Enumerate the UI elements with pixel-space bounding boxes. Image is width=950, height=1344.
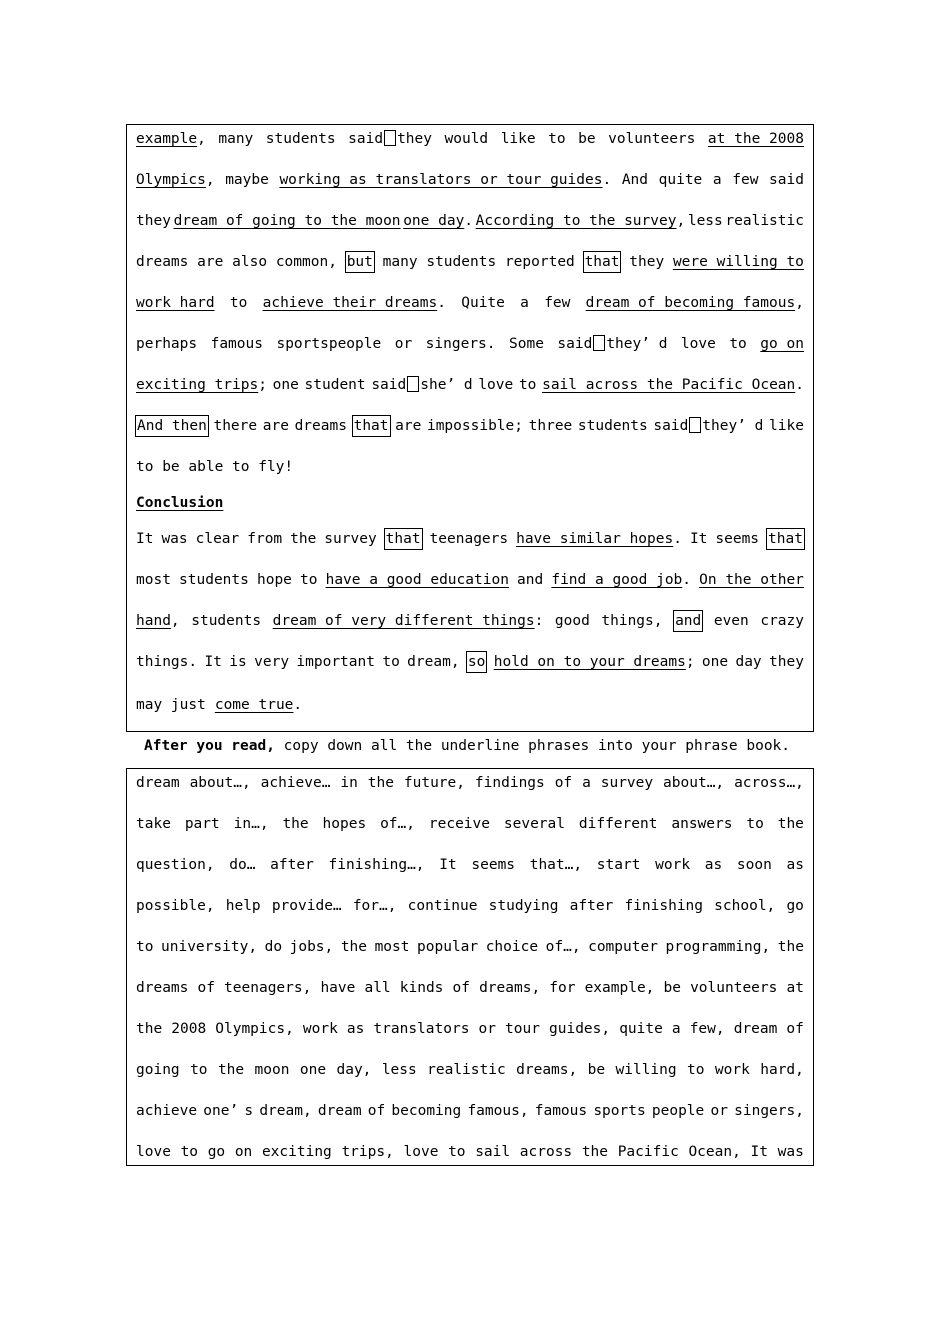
phrase-underlined: find a good job — [551, 572, 683, 588]
blank-square — [384, 130, 396, 146]
text: of — [452, 980, 470, 996]
text: It — [204, 654, 222, 670]
text: important — [296, 654, 375, 670]
text: survey — [600, 775, 654, 791]
blank-square — [689, 417, 701, 433]
text: students — [191, 613, 262, 629]
text: going — [136, 1062, 180, 1078]
text: that…, — [529, 857, 583, 873]
phrase-underlined: one day — [403, 213, 465, 229]
boxed-word: that — [584, 254, 620, 270]
text: to — [190, 1062, 208, 1078]
conclusion-line-5 — [136, 695, 804, 715]
text: jobs, — [289, 939, 334, 955]
conclusion-heading-line — [136, 493, 804, 513]
boxed-word: and — [675, 613, 702, 629]
text: she’ d — [420, 377, 473, 393]
text: few — [732, 172, 759, 188]
text: people — [651, 1103, 705, 1119]
text: to — [729, 336, 747, 352]
phrase-list-line — [136, 1060, 804, 1080]
text: finishing — [624, 898, 704, 914]
text: day — [735, 654, 762, 670]
text: less — [687, 213, 723, 229]
text: . — [673, 531, 682, 547]
text: they — [397, 131, 432, 147]
text: It — [689, 531, 708, 547]
text: becoming — [391, 1103, 462, 1119]
text: few, — [689, 1021, 725, 1037]
text: of…, — [545, 939, 581, 955]
text: the — [777, 939, 804, 955]
text: after — [569, 898, 614, 914]
text: . — [437, 295, 446, 311]
text: dreams — [136, 254, 189, 270]
text: realistic — [427, 1062, 506, 1078]
text: singers, — [734, 1103, 804, 1119]
text: hopes — [322, 816, 367, 832]
text: tour — [505, 1021, 540, 1037]
phrase-list-line — [136, 937, 804, 957]
phrase-underlined: example — [136, 131, 198, 147]
text: would — [444, 131, 489, 147]
text: guides, — [549, 1021, 611, 1037]
text: dream — [733, 1021, 778, 1037]
text: And — [621, 172, 649, 188]
text: love — [478, 377, 514, 393]
text: part — [184, 816, 220, 832]
text: to — [229, 295, 248, 311]
text: all — [364, 980, 391, 996]
text: quite — [658, 172, 703, 188]
text: take — [136, 816, 171, 832]
text: day, — [336, 1062, 372, 1078]
text: even — [713, 613, 749, 629]
phrase-list-line — [136, 1101, 804, 1121]
text: , — [676, 213, 686, 229]
phrase-underlined: working as translators or tour guides — [279, 172, 603, 188]
text: go — [207, 1144, 226, 1160]
passage-line-4 — [136, 252, 804, 272]
text: the — [136, 1021, 163, 1037]
text: of — [197, 980, 215, 996]
text: different — [578, 816, 658, 832]
text: be — [587, 1062, 606, 1078]
text: of — [367, 1103, 386, 1119]
text: famous — [534, 1103, 588, 1119]
text: work — [655, 857, 691, 873]
text: , — [205, 172, 215, 188]
text: Olympics, — [215, 1021, 294, 1037]
text: dreams — [294, 418, 347, 434]
text: was — [777, 1144, 804, 1160]
text: have — [320, 980, 356, 996]
text: question, — [136, 857, 215, 873]
text: volunteers — [608, 131, 696, 147]
text: teenagers — [429, 531, 509, 547]
passage-line-6 — [136, 334, 804, 354]
text: hope — [256, 572, 292, 588]
text: are — [197, 254, 224, 270]
text: perhaps — [136, 336, 198, 352]
text: continue — [407, 898, 478, 914]
phrase-underlined: exciting trips — [136, 377, 259, 393]
text: the — [777, 816, 804, 832]
text: dreams, — [479, 980, 541, 996]
text: seems — [471, 857, 516, 873]
text: they — [769, 654, 804, 670]
text: student — [304, 377, 366, 393]
text: dream — [136, 775, 180, 791]
phrase-list-line — [136, 773, 804, 793]
text: dream — [317, 1103, 362, 1119]
phrase-underlined: have a good education — [325, 572, 509, 588]
text: sail — [475, 1144, 511, 1160]
text: translators — [373, 1021, 470, 1037]
text: be — [578, 131, 596, 147]
text: love — [136, 1144, 171, 1160]
phrase-underlined: at the 2008 — [707, 131, 804, 147]
text: studying — [488, 898, 559, 914]
text: said — [653, 418, 689, 434]
text: good — [554, 613, 590, 629]
text: about…, — [663, 775, 725, 791]
text: realistic — [725, 213, 804, 229]
text: 2008 — [171, 1021, 207, 1037]
text: they — [629, 254, 665, 270]
text: or — [478, 1021, 496, 1037]
text: famous, — [467, 1103, 529, 1119]
text: go — [786, 898, 804, 914]
phrase-list-line — [136, 978, 804, 998]
text: of — [554, 775, 573, 791]
passage-line-3 — [136, 211, 804, 231]
text: ; — [685, 654, 695, 670]
text: three — [528, 418, 573, 434]
passage-line-2 — [136, 170, 804, 190]
text: sportspeople — [276, 336, 382, 352]
text: . — [464, 213, 474, 229]
text: of…, — [380, 816, 415, 832]
phrase-list-line — [136, 814, 804, 834]
text: a — [712, 172, 722, 188]
text: dreams, — [516, 1062, 578, 1078]
text: the — [581, 1144, 609, 1160]
text: said — [371, 377, 407, 393]
text: on — [234, 1144, 253, 1160]
text: , — [197, 131, 206, 147]
text: the — [340, 939, 368, 955]
text: students — [426, 254, 497, 270]
text: is — [229, 654, 247, 670]
text: , — [170, 613, 180, 629]
conclusion-heading: Conclusion — [136, 495, 224, 511]
phrase-underlined: come true — [214, 697, 294, 713]
phrase-underlined: On the other — [699, 572, 804, 588]
instruction-bold: After you read, — [144, 738, 275, 754]
passage-line-1 — [136, 129, 804, 149]
text: hard, — [760, 1062, 804, 1078]
text: from — [247, 531, 283, 547]
text: there — [213, 418, 258, 434]
text: impossible; — [426, 418, 523, 434]
text: exciting — [261, 1144, 332, 1160]
text: a — [671, 1021, 681, 1037]
conclusion-line-4 — [136, 652, 804, 672]
text: they’ d — [606, 336, 668, 352]
text: are — [262, 418, 289, 434]
text: less — [381, 1062, 417, 1078]
text: the — [290, 531, 317, 547]
text: famous — [210, 336, 263, 352]
text: Some — [509, 336, 544, 352]
text: as — [786, 857, 804, 873]
text: popular — [417, 939, 479, 955]
text: as — [346, 1021, 365, 1037]
text: help — [225, 898, 261, 914]
phrase-underlined: hand — [136, 613, 171, 629]
text: Ocean, — [688, 1144, 741, 1160]
text: to — [687, 1062, 705, 1078]
text: as — [704, 857, 723, 873]
phrase-underlined: sail across the Pacific Ocean — [542, 377, 796, 393]
boxed-word: that — [385, 531, 421, 547]
text: after — [270, 857, 314, 873]
text: willing — [615, 1062, 677, 1078]
text: of — [786, 1021, 804, 1037]
text: It — [750, 1144, 768, 1160]
text: to — [300, 572, 318, 588]
text: love — [680, 336, 716, 352]
text: crazy — [760, 613, 804, 629]
text: to — [548, 131, 566, 147]
text: computer — [588, 939, 658, 955]
text: dreams — [136, 980, 189, 996]
text: for — [549, 980, 576, 996]
text: clear — [195, 531, 240, 547]
conclusion-line-1 — [136, 529, 804, 549]
text: volunteers — [690, 980, 778, 996]
text: or — [710, 1103, 728, 1119]
text: to — [136, 939, 154, 955]
passage-line-9 — [136, 457, 804, 477]
text: they — [136, 213, 171, 229]
text: achieve… — [260, 775, 331, 791]
text: the — [367, 775, 394, 791]
text: said — [557, 336, 593, 352]
phrase-underlined: have similar hopes — [516, 531, 674, 547]
phrase-underlined: According to the survey — [475, 213, 677, 229]
text: many — [382, 254, 418, 270]
text: reported — [504, 254, 575, 270]
text: students — [179, 572, 249, 588]
text: do… — [229, 857, 256, 873]
phrase-list-line — [136, 855, 804, 875]
text: to — [382, 654, 400, 670]
text: trips, — [341, 1144, 394, 1160]
text: moon — [254, 1062, 290, 1078]
text: achieve — [136, 1103, 198, 1119]
text: they’ d — [702, 418, 764, 434]
text: like — [500, 131, 536, 147]
text: teenagers, — [224, 980, 312, 996]
text: love — [403, 1144, 439, 1160]
passage-box — [126, 124, 814, 732]
conclusion-line-3 — [136, 611, 804, 631]
text: singers. — [425, 336, 496, 352]
text: It — [136, 531, 154, 547]
text: most — [374, 939, 410, 955]
text: , — [795, 295, 804, 311]
text: Quite — [461, 295, 505, 311]
text: work — [714, 1062, 750, 1078]
text: one — [701, 654, 729, 670]
text: several — [503, 816, 565, 832]
phrase-list-box — [126, 768, 814, 1166]
text: may just — [136, 697, 206, 713]
text: university, — [161, 939, 258, 955]
instruction-line — [144, 736, 790, 756]
text: be — [663, 980, 681, 996]
text: answers — [671, 816, 733, 832]
phrase-list-line — [136, 1019, 804, 1039]
boxed-word: so — [467, 654, 486, 670]
phrase-underlined: dream of becoming famous — [585, 295, 796, 311]
instruction-text: copy down all the underline phrases into your phrase book. — [274, 738, 791, 754]
boxed-word: And then — [137, 418, 207, 434]
text: was — [161, 531, 188, 547]
text: or — [394, 336, 413, 352]
phrase-underlined: dream of going to the moon — [173, 213, 401, 229]
text: said — [769, 172, 804, 188]
text: at — [786, 980, 804, 996]
text: : — [534, 613, 544, 629]
text: one — [272, 377, 299, 393]
boxed-word: but — [346, 254, 373, 270]
text: finishing…, — [328, 857, 425, 873]
text: like — [769, 418, 804, 434]
text: work — [302, 1021, 338, 1037]
text: dream, — [407, 654, 460, 670]
text: . — [795, 377, 804, 393]
text: for…, — [352, 898, 397, 914]
text: many — [218, 131, 254, 147]
text: are — [395, 418, 422, 434]
text: school, — [714, 898, 776, 914]
text: things. — [136, 654, 198, 670]
passage-line-5 — [136, 293, 804, 313]
text: soon — [736, 857, 772, 873]
text: programming, — [665, 939, 771, 955]
text: in…, — [233, 816, 269, 832]
text: s — [244, 1103, 254, 1119]
text: ; — [258, 377, 267, 393]
phrase-list-line — [136, 896, 804, 916]
text: one — [299, 1062, 327, 1078]
text: provide… — [271, 898, 342, 914]
text: to — [180, 1144, 199, 1160]
phrase-underlined: go on — [760, 336, 804, 352]
text: kinds — [399, 980, 444, 996]
text: said — [348, 131, 384, 147]
text: and — [517, 572, 544, 588]
blank-square — [593, 335, 605, 351]
text: survey — [324, 531, 377, 547]
text: . — [293, 697, 303, 713]
text: few — [544, 295, 571, 311]
phrase-underlined: were willing to — [672, 254, 804, 270]
text: about…, — [189, 775, 251, 791]
text: in — [340, 775, 358, 791]
phrase-list-line — [136, 1142, 804, 1162]
text: start — [596, 857, 641, 873]
text: also — [232, 254, 268, 270]
text: findings — [474, 775, 545, 791]
text: possible, — [136, 898, 215, 914]
phrase-underlined: Olympics — [136, 172, 206, 188]
text: most — [136, 572, 171, 588]
phrase-underlined: hold on to your dreams — [493, 654, 686, 670]
text: a — [582, 775, 591, 791]
conclusion-line-2 — [136, 570, 804, 590]
passage-line-7 — [136, 375, 804, 395]
text: Pacific — [617, 1144, 679, 1160]
phrase-underlined: dream of very different things — [272, 613, 535, 629]
text: common, — [275, 254, 337, 270]
blank-square — [407, 376, 419, 392]
text: sports — [593, 1103, 646, 1119]
text: across — [519, 1144, 573, 1160]
text: one’ — [203, 1103, 239, 1119]
text: receive — [428, 816, 490, 832]
boxed-word: that — [768, 531, 803, 547]
boxed-word: that — [353, 418, 389, 434]
text: to — [518, 377, 537, 393]
text: the — [282, 816, 309, 832]
text: do — [264, 939, 283, 955]
text: seems — [715, 531, 760, 547]
text: to — [448, 1144, 466, 1160]
phrase-underlined: work hard — [136, 295, 215, 311]
text: students — [577, 418, 648, 434]
text: across…, — [734, 775, 804, 791]
text: choice — [485, 939, 539, 955]
text: example, — [584, 980, 655, 996]
text: to — [746, 816, 764, 832]
passage-line-8 — [136, 416, 804, 436]
text: students — [265, 131, 336, 147]
text: things, — [601, 613, 663, 629]
text: It — [439, 857, 457, 873]
text: a — [520, 295, 529, 311]
phrase-underlined: achieve their dreams — [262, 295, 438, 311]
text: dream, — [259, 1103, 312, 1119]
text: quite — [619, 1021, 663, 1037]
text: future, — [403, 775, 465, 791]
text: very — [254, 654, 290, 670]
text: maybe — [225, 172, 269, 188]
text: the — [217, 1062, 245, 1078]
text: to be able to fly! — [136, 459, 294, 475]
text: . — [602, 172, 612, 188]
text: . — [682, 572, 692, 588]
